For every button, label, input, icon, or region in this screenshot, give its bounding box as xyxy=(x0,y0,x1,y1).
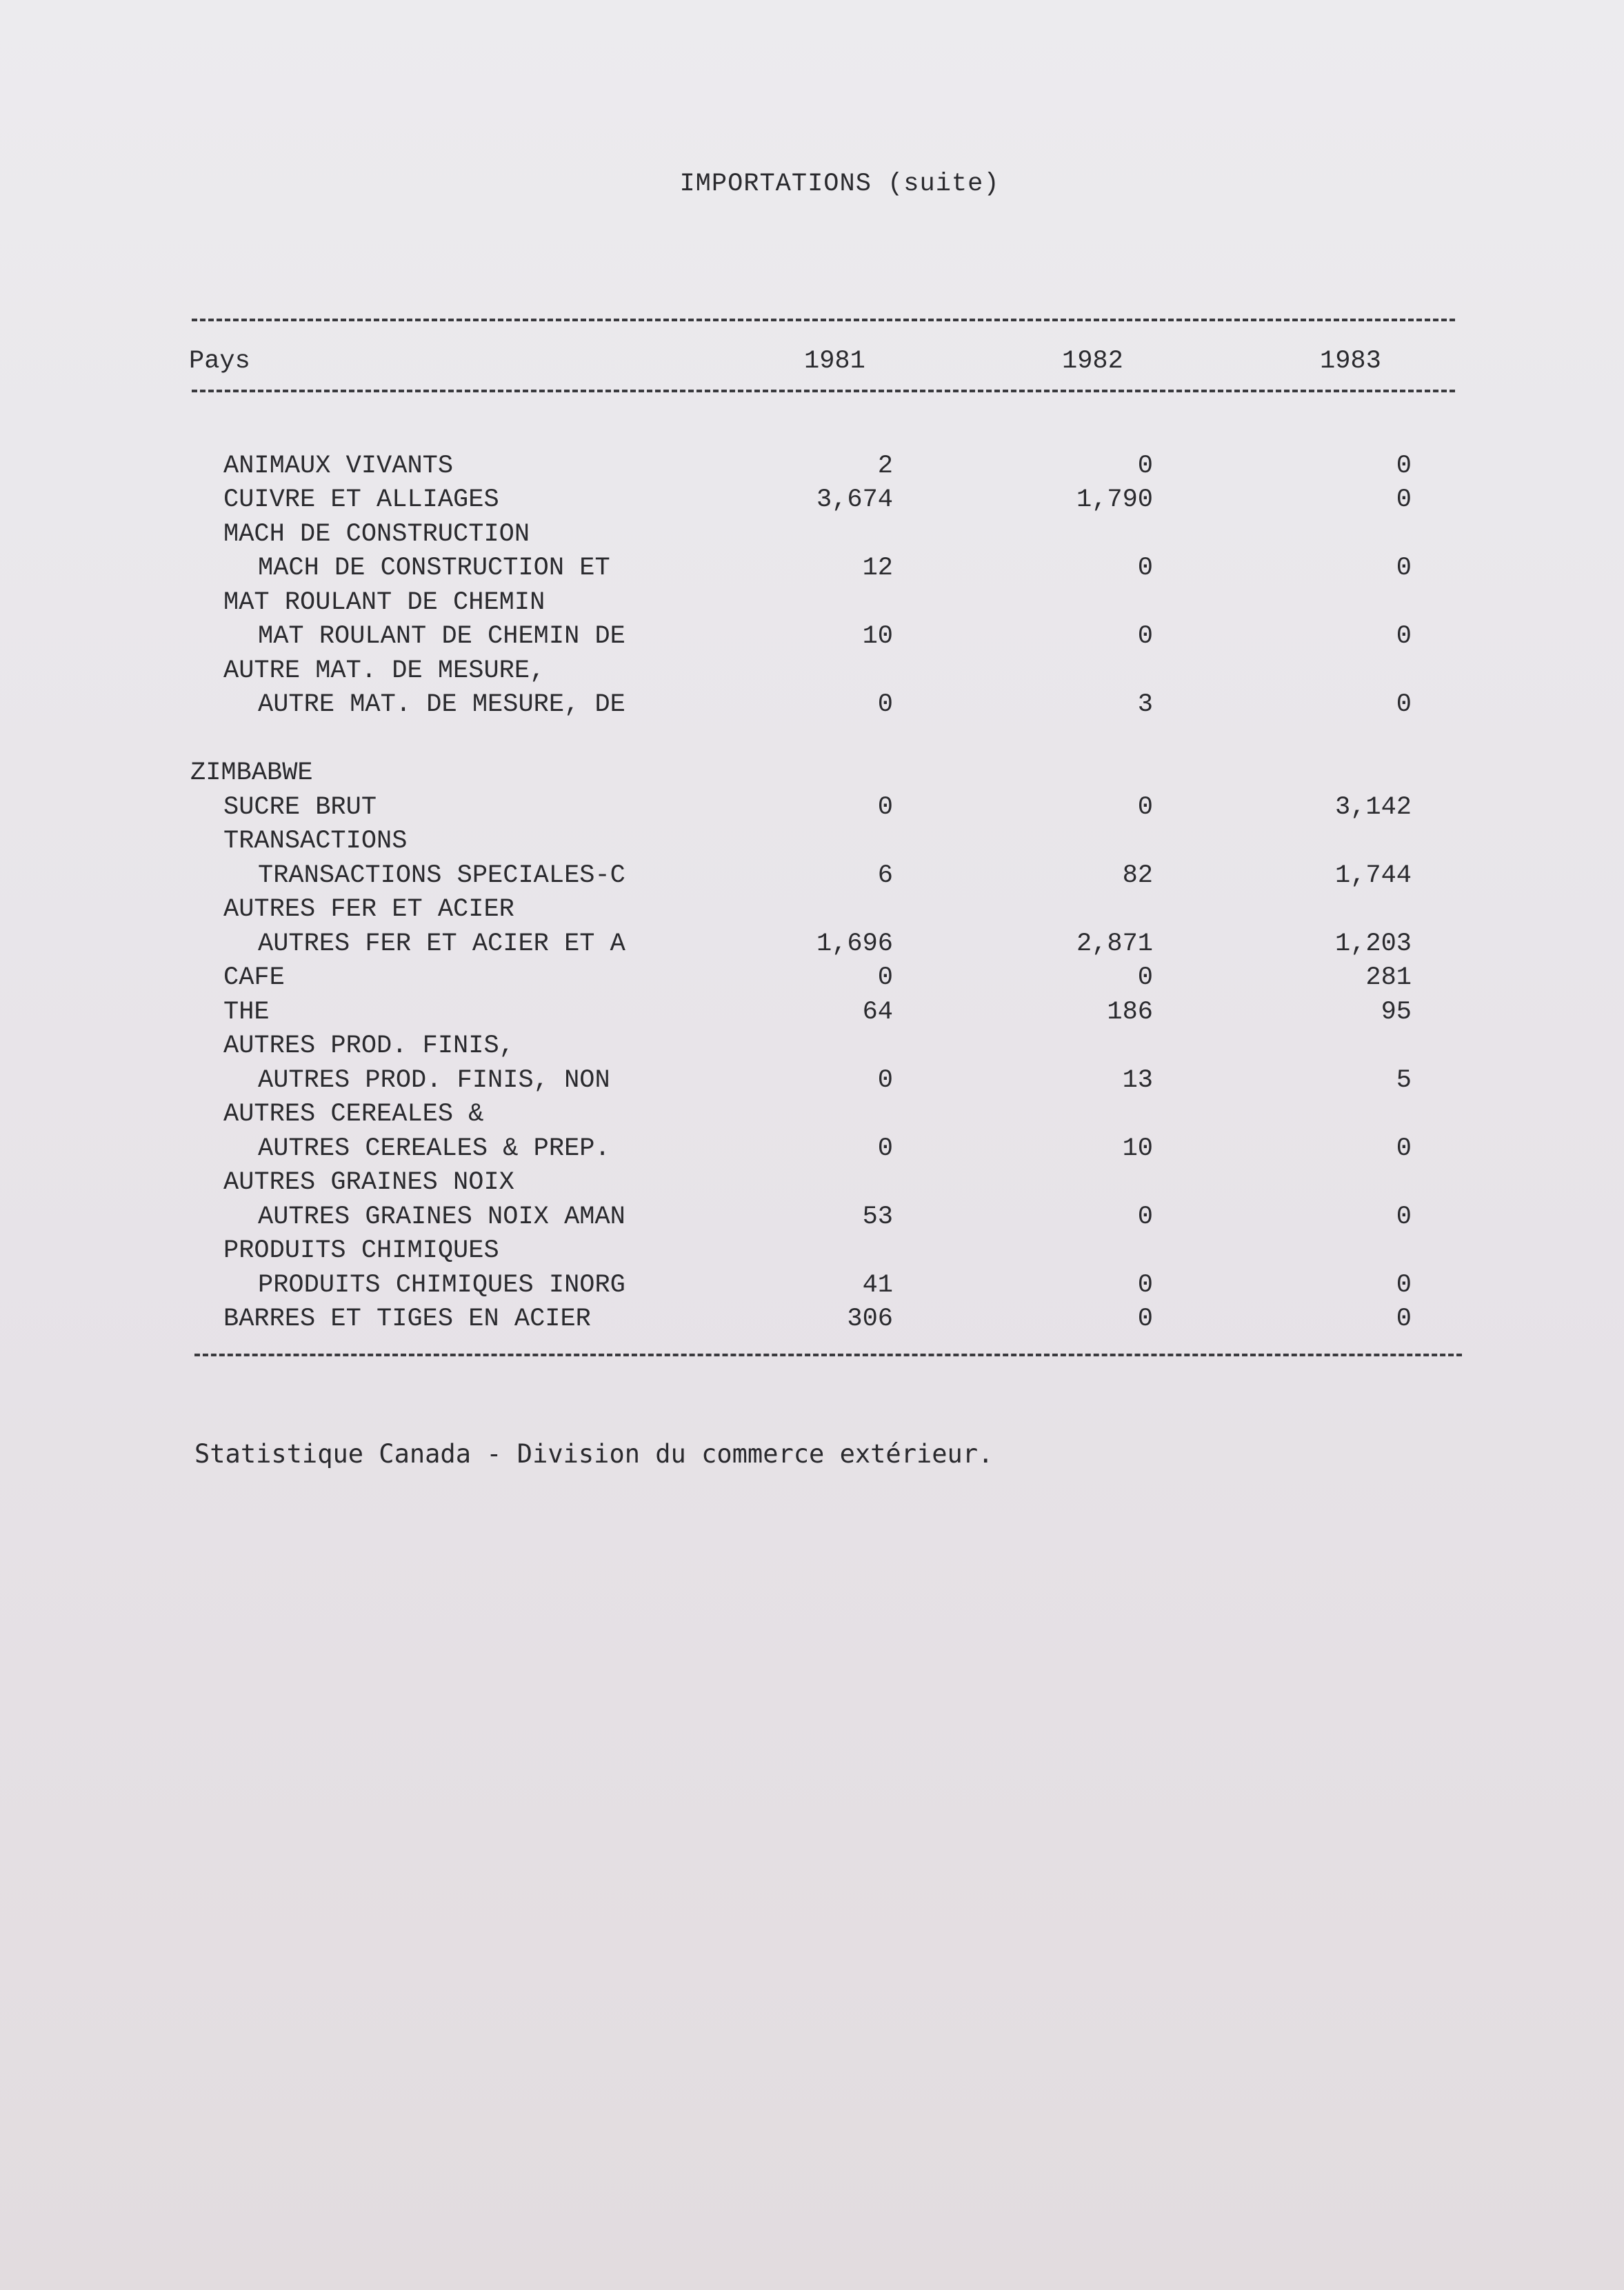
row-label: PRODUITS CHIMIQUES xyxy=(223,1236,499,1265)
table-row xyxy=(0,1201,1624,1233)
row-label: ANIMAUX VIVANTS xyxy=(223,452,454,481)
cell-1982: 0 xyxy=(1137,1271,1153,1300)
row-label: CUIVRE ET ALLIAGES xyxy=(223,485,499,514)
cell-1981: 306 xyxy=(847,1305,893,1334)
cell-1983: 0 xyxy=(1396,554,1412,583)
cell-1981: 0 xyxy=(877,1134,893,1163)
table-top-rule xyxy=(192,319,1455,321)
row-label: THE xyxy=(223,998,270,1027)
table-row xyxy=(0,825,1624,857)
cell-1982: 3 xyxy=(1137,690,1153,719)
table-row xyxy=(0,757,1624,789)
cell-1981: 64 xyxy=(862,998,893,1027)
cell-1983: 0 xyxy=(1396,690,1412,719)
cell-1982: 0 xyxy=(1137,963,1153,992)
row-label: AUTRES FER ET ACIER ET A xyxy=(258,930,625,958)
table-row xyxy=(0,860,1624,892)
cell-1982: 82 xyxy=(1122,861,1153,890)
cell-1983: 1,203 xyxy=(1334,930,1412,958)
cell-1983: 0 xyxy=(1396,1271,1412,1300)
cell-1981: 0 xyxy=(877,690,893,719)
row-label: AUTRES GRAINES NOIX xyxy=(223,1168,514,1197)
row-label: MACH DE CONSTRUCTION ET xyxy=(258,554,610,583)
table-row xyxy=(0,1235,1624,1267)
cell-1983: 0 xyxy=(1396,1203,1412,1232)
table-row xyxy=(0,655,1624,687)
cell-1981: 10 xyxy=(862,622,893,651)
table-row xyxy=(0,552,1624,584)
column-header-1983: 1983 xyxy=(1320,347,1381,376)
cell-1982: 0 xyxy=(1137,622,1153,651)
row-label: TRANSACTIONS SPECIALES-C xyxy=(258,861,625,890)
cell-1981: 0 xyxy=(877,793,893,822)
cell-1981: 41 xyxy=(862,1271,893,1300)
cell-1981: 1,696 xyxy=(816,930,893,958)
row-label: MACH DE CONSTRUCTION xyxy=(223,520,530,549)
table-row xyxy=(0,894,1624,925)
cell-1983: 5 xyxy=(1396,1066,1412,1095)
table-row xyxy=(0,587,1624,619)
cell-1983: 0 xyxy=(1396,485,1412,514)
cell-1982: 2,871 xyxy=(1076,930,1153,958)
cell-1983: 3,142 xyxy=(1334,793,1412,822)
table-row xyxy=(0,962,1624,994)
row-label: ZIMBABWE xyxy=(190,759,313,787)
header-bottom-rule xyxy=(192,390,1455,392)
table-row xyxy=(0,928,1624,960)
page-title: IMPORTATIONS (suite) xyxy=(679,170,1000,199)
row-label: PRODUITS CHIMIQUES INORG xyxy=(258,1271,625,1300)
table-row xyxy=(0,1269,1624,1301)
row-label: AUTRES PROD. FINIS, xyxy=(223,1032,514,1061)
row-label: AUTRES FER ET ACIER xyxy=(223,895,514,924)
cell-1982: 13 xyxy=(1122,1066,1153,1095)
cell-1982: 10 xyxy=(1122,1134,1153,1163)
row-label: AUTRE MAT. DE MESURE, xyxy=(223,656,545,685)
table-row xyxy=(0,792,1624,823)
cell-1981: 6 xyxy=(877,861,893,890)
cell-1982: 0 xyxy=(1137,793,1153,822)
row-label: MAT ROULANT DE CHEMIN xyxy=(223,588,545,617)
cell-1982: 0 xyxy=(1137,1305,1153,1334)
table-row xyxy=(0,1065,1624,1096)
cell-1981: 0 xyxy=(877,1066,893,1095)
cell-1982: 0 xyxy=(1137,452,1153,481)
column-header-1982: 1982 xyxy=(1062,347,1123,376)
row-label: CAFE xyxy=(223,963,285,992)
row-label: MAT ROULANT DE CHEMIN DE xyxy=(258,622,625,651)
cell-1982: 0 xyxy=(1137,1203,1153,1232)
table-row xyxy=(0,1133,1624,1165)
table-row xyxy=(0,1303,1624,1335)
table-bottom-rule xyxy=(194,1354,1462,1356)
table-row xyxy=(0,996,1624,1028)
column-header-country: Pays xyxy=(189,347,250,376)
column-header-1981: 1981 xyxy=(804,347,865,376)
cell-1983: 1,744 xyxy=(1334,861,1412,890)
row-label: AUTRES GRAINES NOIX AMAN xyxy=(258,1203,625,1232)
table-row xyxy=(0,621,1624,652)
cell-1981: 0 xyxy=(877,963,893,992)
cell-1983: 0 xyxy=(1396,1134,1412,1163)
cell-1981: 12 xyxy=(862,554,893,583)
row-label: BARRES ET TIGES EN ACIER xyxy=(223,1305,591,1334)
table-row xyxy=(0,1167,1624,1198)
table-row xyxy=(0,1030,1624,1062)
table-row xyxy=(0,450,1624,482)
table-row xyxy=(0,519,1624,550)
table-row xyxy=(0,484,1624,516)
cell-1983: 0 xyxy=(1396,622,1412,651)
row-label: AUTRES CEREALES & PREP. xyxy=(258,1134,610,1163)
cell-1983: 95 xyxy=(1381,998,1412,1027)
cell-1981: 2 xyxy=(877,452,893,481)
cell-1982: 1,790 xyxy=(1076,485,1153,514)
row-label: TRANSACTIONS xyxy=(223,827,408,856)
cell-1983: 0 xyxy=(1396,452,1412,481)
cell-1981: 53 xyxy=(862,1203,893,1232)
row-label: AUTRES PROD. FINIS, NON xyxy=(258,1066,610,1095)
table-row xyxy=(0,723,1624,755)
table-row xyxy=(0,689,1624,721)
table-row xyxy=(0,1098,1624,1130)
cell-1982: 186 xyxy=(1107,998,1153,1027)
row-label: AUTRES CEREALES & xyxy=(223,1100,484,1129)
cell-1981: 3,674 xyxy=(816,485,893,514)
row-label: SUCRE BRUT xyxy=(223,793,377,822)
cell-1982: 0 xyxy=(1137,554,1153,583)
source-note: Statistique Canada - Division du commerce extérieur. xyxy=(194,1439,994,1469)
cell-1983: 281 xyxy=(1365,963,1412,992)
row-label: AUTRE MAT. DE MESURE, DE xyxy=(258,690,625,719)
cell-1983: 0 xyxy=(1396,1305,1412,1334)
